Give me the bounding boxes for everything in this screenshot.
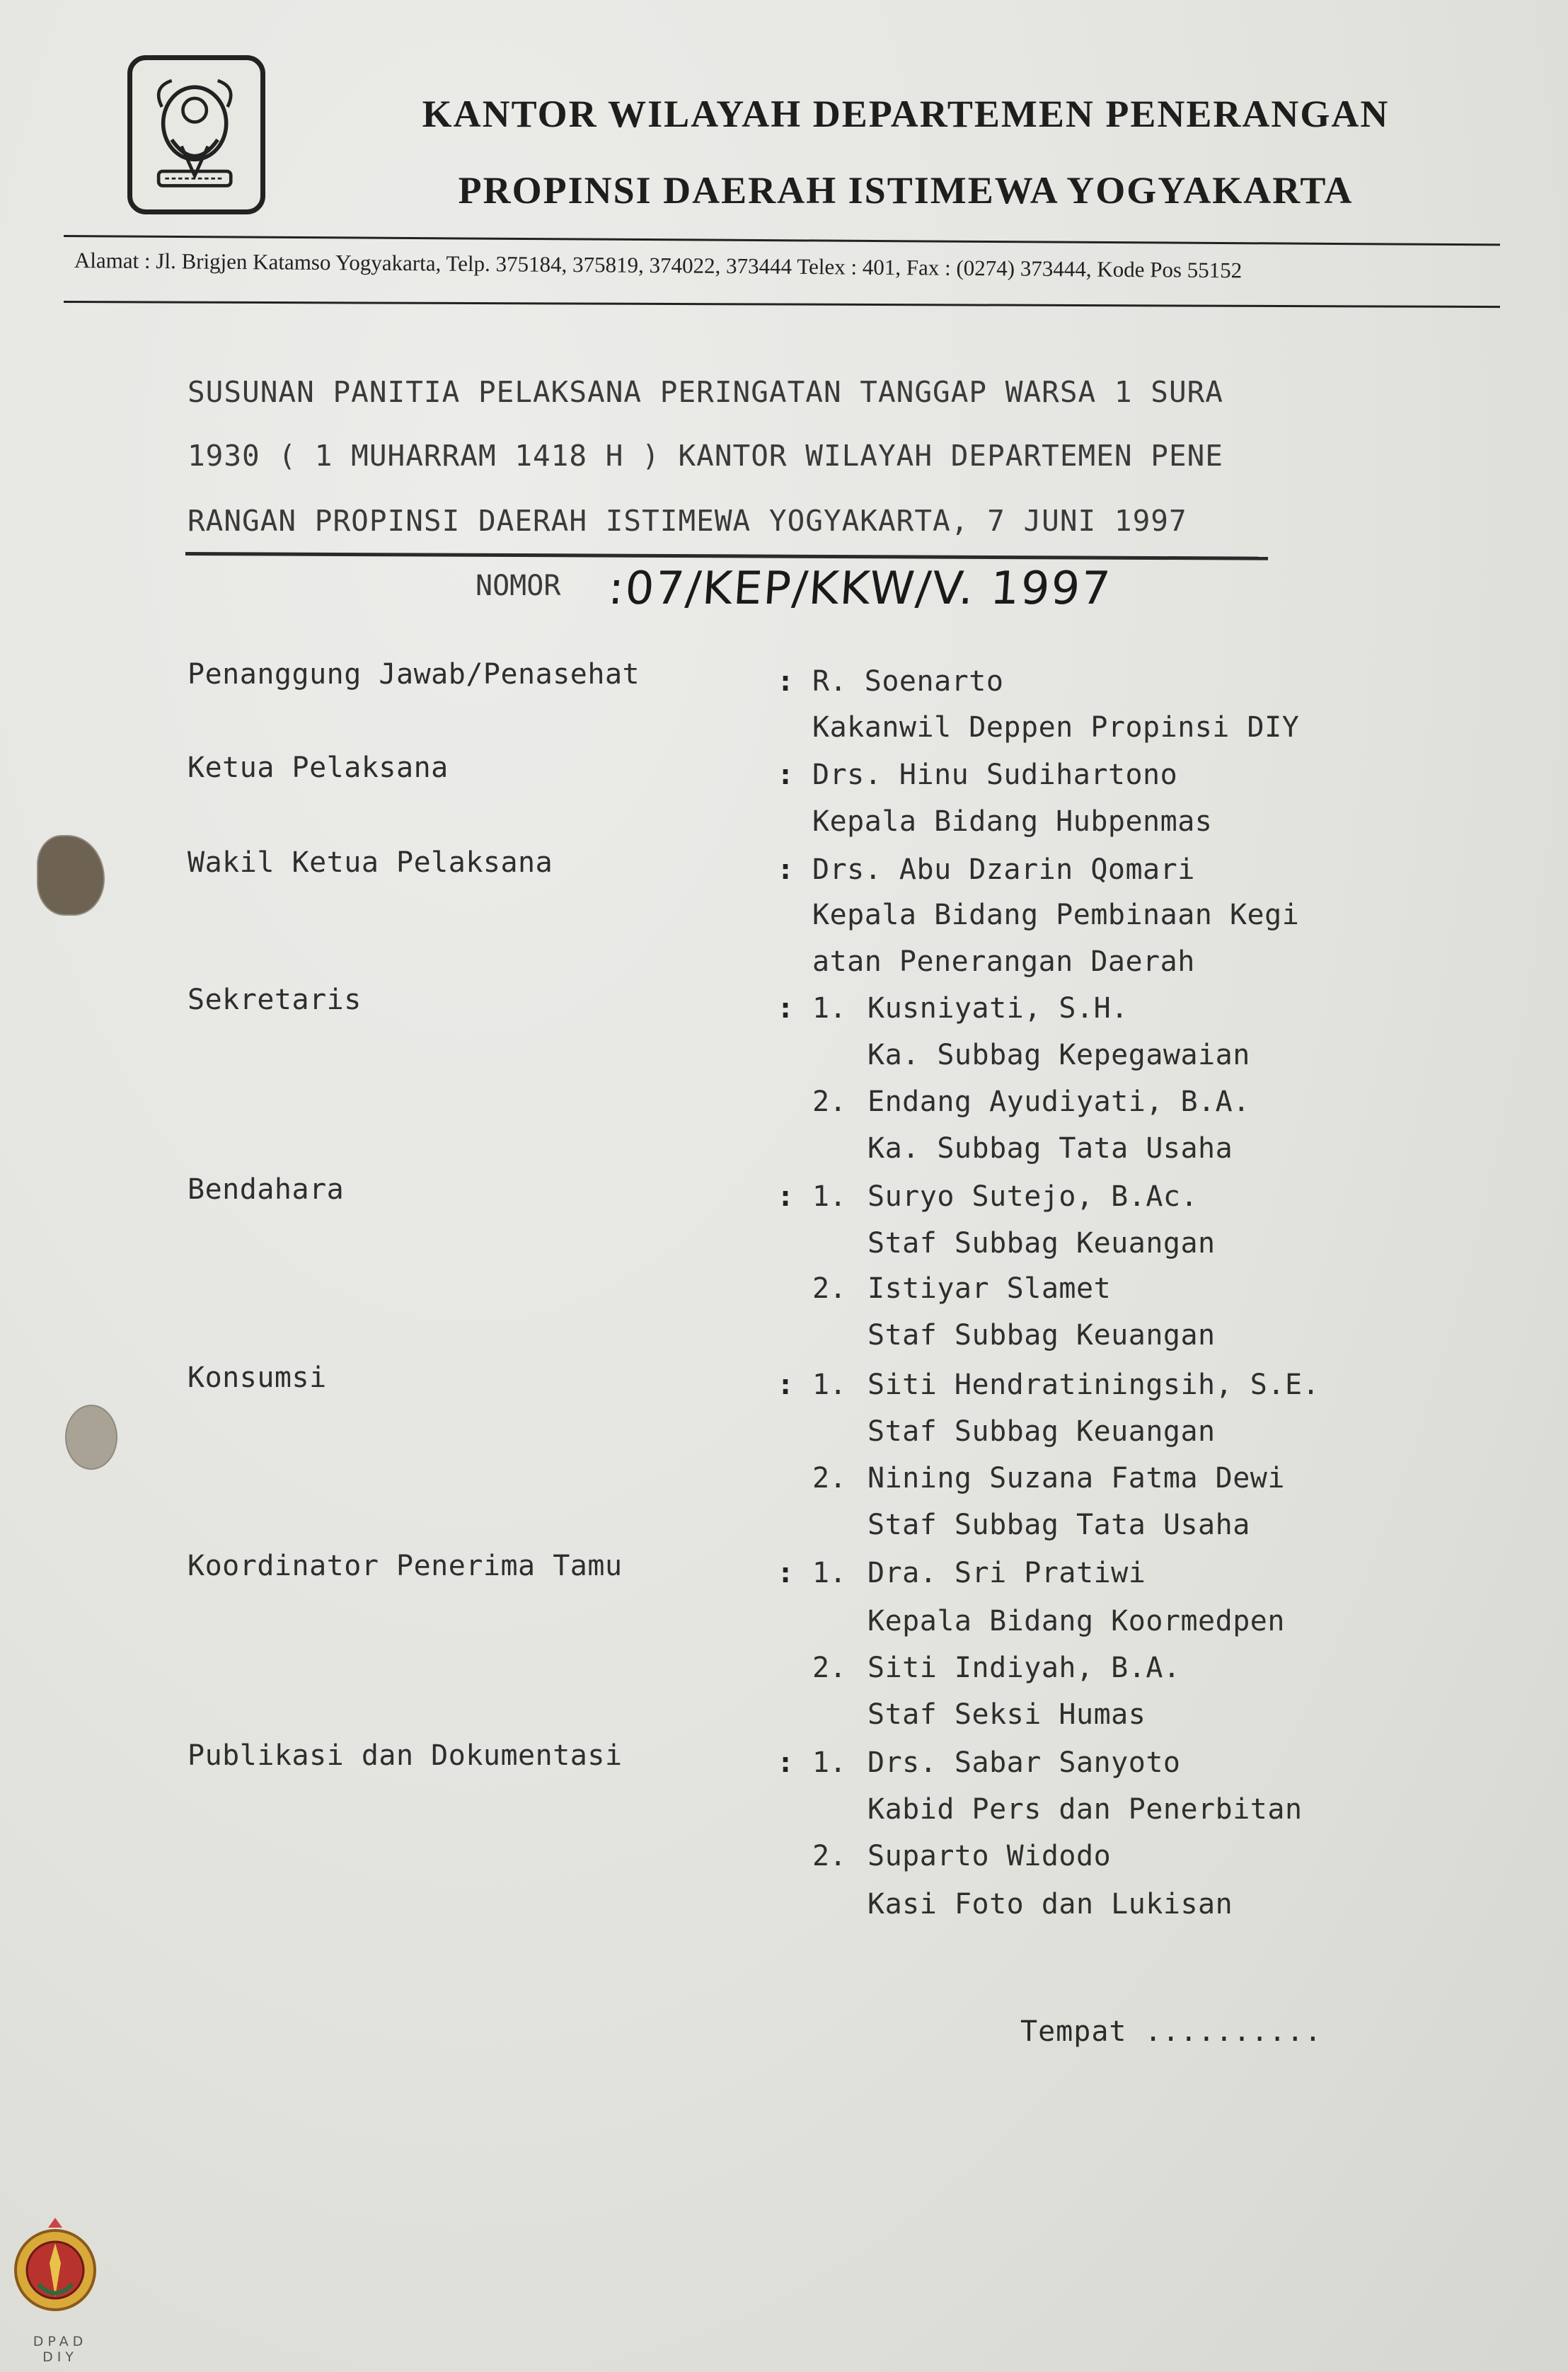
member-title: Ka. Subbag Tata Usaha <box>867 1132 1233 1165</box>
letterhead-rule-bottom <box>64 301 1500 308</box>
colon: : <box>777 1557 795 1589</box>
member-name: Kusniyati, S.H. <box>867 992 1129 1025</box>
letterhead-logo <box>127 55 265 214</box>
document-title-line-1: SUSUNAN PANITIA PELAKSANA PERINGATAN TANGGAP WARSA 1 SURA <box>188 375 1223 409</box>
dpad-diy-emblem-icon <box>6 2213 105 2334</box>
punch-hole <box>37 835 105 916</box>
member-name: R. Soenarto <box>812 665 1004 698</box>
member-title: Ka. Subbag Kepegawaian <box>867 1039 1250 1071</box>
member-name: Dra. Sri Pratiwi <box>867 1557 1146 1589</box>
member-name: Nining Suzana Fatma Dewi <box>867 1462 1285 1495</box>
member-title: Kasi Foto dan Lukisan <box>867 1888 1233 1921</box>
member-title: Kepala Bidang Koormedpen <box>867 1605 1285 1637</box>
archive-stamp <box>6 2213 105 2366</box>
member-title: Staf Seksi Humas <box>867 1698 1146 1731</box>
member-name: Drs. Hinu Sudihartono <box>812 759 1178 791</box>
member-name: Siti Hendratiningsih, S.E. <box>867 1369 1320 1401</box>
member-name: Endang Ayudiyati, B.A. <box>867 1086 1250 1118</box>
nomor-label: NOMOR <box>475 570 561 602</box>
member-title: Kabid Pers dan Penerbitan <box>867 1793 1303 1826</box>
departemen-penerangan-emblem-icon <box>132 60 260 209</box>
member-number: 2. <box>812 1272 847 1305</box>
province-name: PROPINSI DAERAH ISTIMEWA YOGYAKARTA <box>458 169 1354 212</box>
role-label: Koordinator Penerima Tamu <box>188 1550 623 1582</box>
member-name: Drs. Abu Dzarin Qomari <box>812 853 1195 886</box>
member-number: 1. <box>812 1369 847 1401</box>
member-number: 1. <box>812 992 847 1025</box>
letterhead-rule-top <box>64 235 1500 246</box>
member-number: 2. <box>812 1462 847 1495</box>
member-name: Istiyar Slamet <box>867 1272 1112 1305</box>
role-label: Ketua Pelaksana <box>188 752 449 784</box>
member-name: Drs. Sabar Sanyoto <box>867 1746 1181 1779</box>
member-number: 1. <box>812 1746 847 1779</box>
title-underline <box>185 552 1268 560</box>
punch-hole <box>65 1405 117 1470</box>
member-title: Kakanwil Deppen Propinsi DIY <box>812 711 1300 744</box>
member-name: Suparto Widodo <box>867 1840 1112 1872</box>
colon: : <box>777 1746 795 1779</box>
stamp-text-line-1: DPAD <box>33 2334 88 2349</box>
nomor-value-handwritten: :07/KEP/KKW/V. 1997 <box>606 563 1114 615</box>
member-title: Staf Subbag Keuangan <box>867 1319 1216 1352</box>
member-number: 2. <box>812 1840 847 1872</box>
document-title-line-3: RANGAN PROPINSI DAERAH ISTIMEWA YOGYAKARTA, 7 JUNI 1997 <box>188 504 1187 538</box>
member-name: Suryo Sutejo, B.Ac. <box>867 1180 1199 1213</box>
member-title: Kepala Bidang Hubpenmas <box>812 805 1213 838</box>
colon: : <box>777 665 795 698</box>
member-number: 1. <box>812 1180 847 1213</box>
letterhead-address: Alamat : Jl. Brigjen Katamso Yogyakarta, Telp. 375184, 375819, 374022, 373444 Telex : 401, Fax : (0274) 373444, Kode Pos 55152 <box>74 248 1243 283</box>
signature-place: Tempat .......... <box>1020 2015 1322 2048</box>
member-number: 2. <box>812 1652 847 1684</box>
agency-name: KANTOR WILAYAH DEPARTEMEN PENERANGAN <box>422 93 1390 135</box>
colon: : <box>777 1180 795 1213</box>
colon: : <box>777 1369 795 1401</box>
role-label: Publikasi dan Dokumentasi <box>188 1739 623 1772</box>
member-title: Staf Subbag Keuangan <box>867 1415 1216 1448</box>
member-title: atan Penerangan Daerah <box>812 945 1195 978</box>
member-title: Staf Subbag Tata Usaha <box>867 1509 1250 1541</box>
role-label: Penanggung Jawab/Penasehat <box>188 658 640 691</box>
role-label: Sekretaris <box>188 984 362 1016</box>
member-number: 2. <box>812 1086 847 1118</box>
document-title-line-2: 1930 ( 1 MUHARRAM 1418 H ) KANTOR WILAYAH DEPARTEMEN PENE <box>188 439 1223 473</box>
member-title: Staf Subbag Keuangan <box>867 1227 1216 1260</box>
role-label: Konsumsi <box>188 1361 327 1394</box>
member-number: 1. <box>812 1557 847 1589</box>
member-name: Siti Indiyah, B.A. <box>867 1652 1181 1684</box>
role-label: Bendahara <box>188 1173 345 1206</box>
role-label: Wakil Ketua Pelaksana <box>188 846 553 879</box>
member-title: Kepala Bidang Pembinaan Kegi <box>812 899 1300 931</box>
colon: : <box>777 992 795 1025</box>
colon: : <box>777 853 795 886</box>
colon: : <box>777 759 795 791</box>
stamp-text-line-2: DIY <box>42 2349 78 2365</box>
